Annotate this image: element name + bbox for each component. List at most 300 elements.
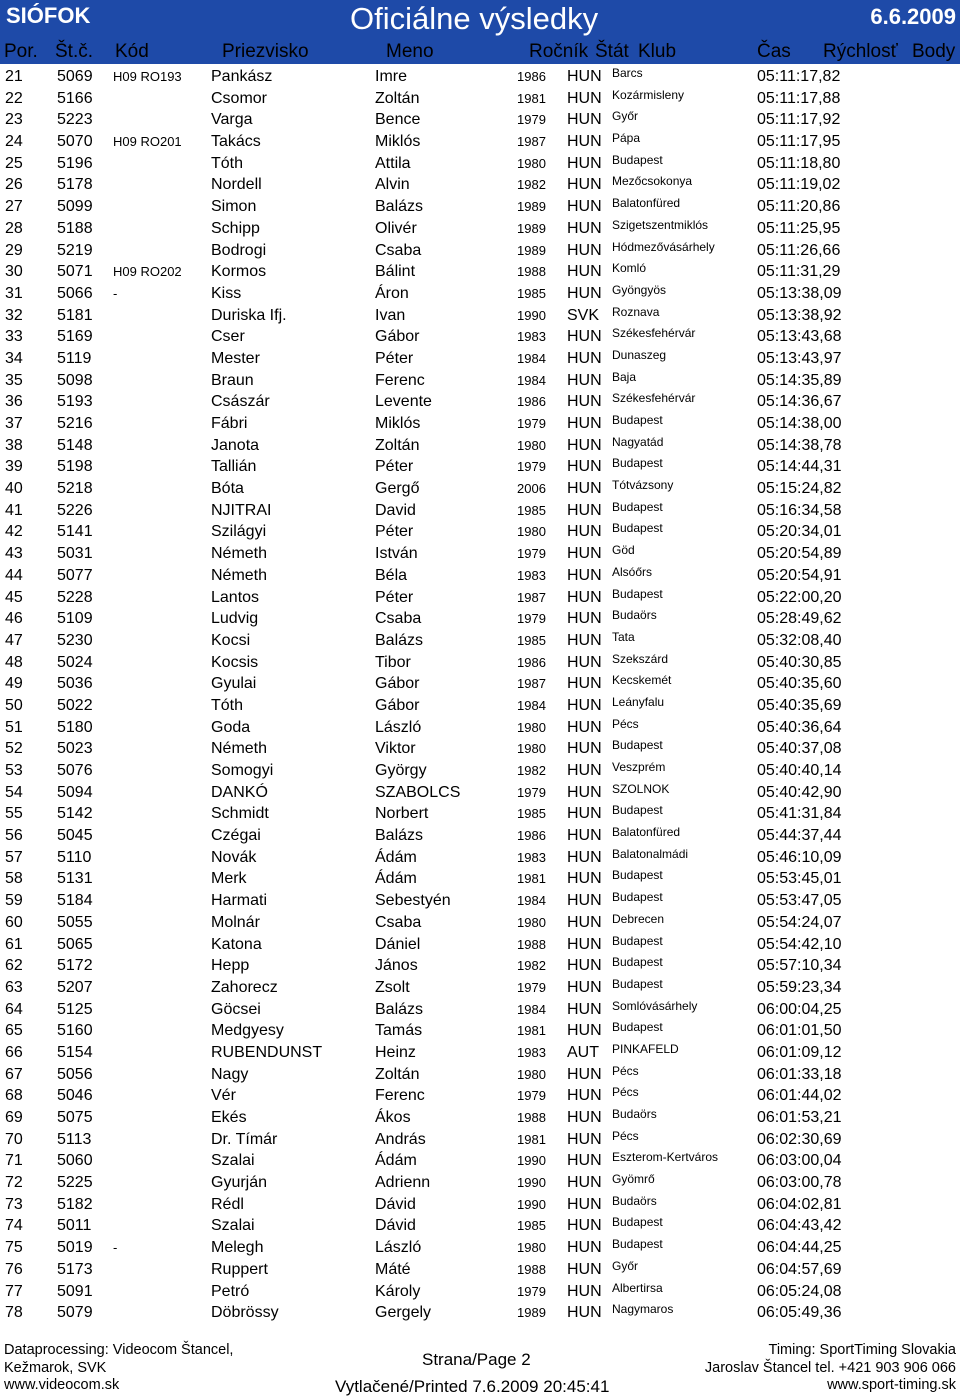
cell-start-number: 5228 [57,588,93,606]
cell-surname: Németh [211,740,268,758]
cell-time: 05:14:36,67 [757,393,842,411]
cell-time: 05:14:44,31 [757,458,842,476]
cell-first-name: Bence [375,111,421,129]
cell-year: 1985 [517,806,546,822]
cell-surname: Duriska Ifj. [211,306,287,324]
cell-year: 1980 [517,914,546,930]
cell-first-name: Áron [375,284,409,302]
cell-year: 1981 [517,90,546,106]
cell-position: 73 [5,1195,23,1213]
cell-start-number: 5075 [57,1109,93,1126]
cell-position: 26 [5,176,23,194]
cell-time: 05:15:24,82 [757,480,842,498]
cell-surname: Szalai [211,1152,255,1170]
cell-first-name: Ádám [375,1152,417,1170]
cell-start-number: 5091 [57,1282,93,1300]
cell-start-number: 5172 [57,957,93,975]
cell-club: Göd [612,543,635,558]
cell-time: 05:22:00,20 [757,588,842,606]
cell-surname: Kormos [211,263,267,281]
results-table [0,66,960,1324]
col-state: Štát [595,41,629,62]
cell-time: 05:53:47,05 [757,892,842,910]
cell-year: 1986 [517,69,546,84]
cell-year: 1988 [517,1110,546,1125]
cell-first-name: Balázs [375,631,424,649]
cell-start-number: 5023 [57,740,93,758]
col-time: Čas [757,41,791,62]
cell-start-number: 5056 [57,1065,93,1083]
cell-start-number: 5024 [57,653,93,671]
cell-state: AUT [567,1043,599,1061]
cell-position: 70 [5,1130,23,1148]
cell-year: 1986 [517,654,546,670]
cell-position: 58 [5,870,23,888]
cell-surname: Göcsei [211,1000,261,1018]
table-row [0,695,960,717]
cell-state: HUN [567,1130,602,1148]
cell-state: HUN [567,805,602,823]
cell-position: 46 [5,610,23,628]
table-row [0,847,960,869]
cell-time: 05:11:18,80 [757,154,841,172]
cell-first-name: Zoltán [375,436,420,454]
col-por: Por. [4,41,38,62]
cell-state: HUN [567,978,602,996]
cell-first-name: Zsolt [375,978,410,996]
cell-state: HUN [567,1152,602,1170]
cell-position: 63 [5,978,23,996]
cell-year: 1987 [517,676,546,692]
cell-surname: Hepp [211,957,250,975]
cell-first-name: Ádám [375,870,417,888]
cell-position: 54 [5,783,23,801]
cell-surname: Szalai [211,1217,255,1235]
cell-first-name: Károly [375,1282,421,1300]
col-points: Body [912,41,956,62]
cell-club: Mezőcsokonya [612,174,693,189]
cell-state: HUN [567,1174,602,1192]
cell-state: HUN [567,1260,602,1278]
cell-year: 1983 [517,1044,546,1060]
cell-year: 1989 [517,1305,546,1321]
cell-club: Budaörs [612,608,657,623]
cell-state: HUN [567,241,602,259]
cell-club: Budapest [612,976,663,991]
event-city: SIÓFOK [6,3,91,28]
cell-position: 31 [5,284,23,302]
cell-state: HUN [567,1000,602,1018]
cell-state: HUN [567,198,602,216]
cell-surname: Cser [211,328,245,346]
cell-surname: Braun [211,371,254,389]
table-row [0,240,960,262]
cell-state: HUN [567,89,602,107]
cell-state: SVK [567,306,600,324]
cell-club: Nagyatád [612,434,664,449]
cell-club: Kozármisleny [612,87,685,102]
page-title: Oficiálne výsledky [350,1,599,36]
cell-state: HUN [567,284,602,302]
cell-start-number: 5216 [57,415,93,432]
cell-club: Gyöngyös [612,282,667,297]
cell-first-name: SZABOLCS [375,783,461,801]
cell-position: 78 [5,1304,23,1322]
cell-state: HUN [567,892,602,910]
cell-surname: RUBENDUNST [211,1043,323,1061]
cell-time: 05:13:43,68 [757,328,842,346]
cell-start-number: 5110 [57,848,92,866]
cell-position: 38 [5,436,23,454]
cell-year: 1989 [517,199,546,215]
table-row [0,305,960,327]
cell-club: Komló [612,261,647,276]
cell-club: Budaörs [612,1107,657,1121]
cell-club: Pécs [612,1063,639,1078]
cell-state: HUN [567,653,602,671]
cell-position: 50 [5,696,23,714]
cell-surname: Kocsis [211,653,259,671]
cell-start-number: 5046 [57,1087,93,1105]
cell-time: 05:14:38,00 [757,415,842,432]
cell-time: 05:40:35,69 [757,696,842,714]
cell-state: HUN [567,1304,602,1322]
cell-first-name: Péter [375,349,414,367]
cell-year: 1979 [517,546,546,562]
cell-position: 48 [5,653,23,671]
cell-year: 1981 [517,1131,546,1147]
cell-time: 05:44:37,44 [757,827,842,845]
cell-start-number: 5196 [57,154,93,172]
cell-surname: Gyurján [211,1174,268,1192]
cell-club: Debrecen [612,911,665,926]
cell-state: HUN [567,718,602,736]
cell-surname: Merk [211,870,247,888]
cell-position: 77 [5,1282,23,1300]
cell-surname: Petró [211,1282,250,1300]
cell-start-number: 5022 [57,696,93,714]
cell-surname: Zahorecz [211,978,278,996]
cell-state: HUN [567,1087,602,1105]
col-surname: Priezvisko [222,41,309,62]
cell-time: 06:01:53,21 [757,1109,842,1126]
cell-time: 06:03:00,04 [757,1152,842,1170]
cell-start-number: 5198 [57,458,93,476]
table-row [0,131,960,153]
cell-time: 06:05:49,36 [757,1304,842,1322]
table-row [0,1064,960,1086]
cell-club: Balatonfüred [612,196,681,211]
cell-start-number: 5207 [57,978,93,996]
cell-time: 05:20:34,01 [757,523,842,541]
cell-year: 1980 [517,155,546,171]
cell-position: 43 [5,545,23,563]
cell-year: 1980 [517,1240,546,1256]
cell-surname: Nagy [211,1065,249,1083]
cell-first-name: Tamás [375,1022,423,1040]
cell-start-number: 5060 [57,1152,93,1170]
cell-year: 1986 [517,828,546,844]
cell-time: 05:11:26,66 [757,241,841,259]
cell-surname: Gyulai [211,675,257,693]
cell-start-number: 5071 [57,263,93,281]
column-headers [0,41,960,64]
cell-state: HUN [567,827,602,845]
cell-position: 72 [5,1174,23,1192]
cell-club: Baja [612,369,637,384]
table-row [0,500,960,522]
cell-state: HUN [567,848,602,866]
cell-state: HUN [567,1217,602,1235]
cell-position: 66 [5,1043,23,1061]
cell-start-number: 5069 [57,68,93,85]
cell-first-name: Ferenc [375,1087,425,1105]
footer-dataprocessing: Dataprocessing: Videocom Štancel, [4,1342,234,1358]
cell-surname: Tóth [211,154,244,172]
cell-club: Eszterom-Kertváros [612,1150,719,1165]
cell-first-name: Dávid [375,1195,416,1213]
cell-state: HUN [567,328,602,346]
cell-state: HUN [567,783,602,801]
cell-time: 05:40:42,90 [757,783,842,801]
cell-first-name: Balázs [375,827,424,845]
cell-club: Roznava [612,304,660,319]
cell-start-number: 5181 [57,306,93,324]
cell-year: 1979 [517,979,546,995]
cell-state: HUN [567,1109,602,1126]
cell-first-name: David [375,501,416,519]
footer-timing: Timing: SportTiming Slovakia [768,1342,956,1358]
cell-year: 1980 [517,1066,546,1082]
cell-start-number: 5218 [57,480,93,498]
cell-first-name: Gábor [375,328,420,346]
cell-surname: Pankász [211,68,273,85]
cell-first-name: András [375,1130,426,1148]
cell-club: Budapest [612,456,663,471]
cell-position: 30 [5,263,23,281]
cell-time: 05:40:37,08 [757,740,842,758]
cell-surname: Kocsi [211,631,251,649]
cell-club: Pécs [612,1128,639,1143]
cell-surname: Goda [211,718,251,736]
cell-start-number: 5166 [57,89,93,107]
cell-year: 1980 [517,524,546,540]
cell-first-name: Csaba [375,610,422,628]
cell-start-number: 5148 [57,436,93,454]
table-row [0,825,960,847]
cell-time: 06:02:30,69 [757,1130,842,1148]
cell-position: 56 [5,827,23,845]
cell-first-name: Alvin [375,176,410,194]
cell-start-number: 5076 [57,762,93,779]
cell-time: 06:01:09,12 [757,1043,842,1061]
cell-surname: Csomor [211,89,268,107]
cell-state: HUN [567,1022,602,1040]
cell-surname: Somogyi [211,762,274,779]
cell-state: HUN [567,1065,602,1083]
table-row [0,955,960,977]
cell-position: 45 [5,588,23,606]
cell-position: 61 [5,935,23,953]
cell-position: 68 [5,1087,23,1105]
cell-year: 1984 [517,350,546,366]
cell-club: Nagymaros [612,1302,674,1317]
cell-start-number: 5184 [57,892,93,910]
cell-code: H09 RO193 [113,69,182,84]
cell-year: 1989 [517,220,546,236]
cell-year: 1980 [517,741,546,757]
col-st: Št.č. [55,41,94,62]
footer-website-left: www.videocom.sk [4,1377,120,1393]
cell-surname: Novák [211,848,257,866]
page-footer [0,1340,960,1398]
cell-club: Budapest [612,521,663,536]
cell-position: 51 [5,718,23,736]
cell-first-name: Ferenc [375,371,425,389]
footer-location: Kežmarok, SVK [4,1360,107,1376]
cell-first-name: Ivan [375,306,406,324]
cell-club: Tótvázsony [612,478,674,493]
cell-club: Budapest [612,499,663,514]
cell-club: Pápa [612,131,641,146]
cell-start-number: 5223 [57,111,93,129]
cell-state: HUN [567,675,602,693]
cell-club: Albertirsa [612,1280,663,1295]
table-row [0,630,960,652]
cell-time: 05:20:54,89 [757,545,842,563]
table-row [0,1281,960,1303]
table-row [0,326,960,348]
cell-start-number: 5031 [57,545,93,563]
cell-position: 37 [5,415,23,432]
cell-year: 1979 [517,1283,546,1299]
cell-start-number: 5160 [57,1022,93,1040]
cell-state: HUN [567,762,602,779]
cell-club: Dunaszeg [612,347,667,362]
cell-state: HUN [567,1282,602,1300]
cell-year: 1985 [517,632,546,648]
cell-surname: Harmati [211,892,268,910]
cell-time: 05:16:34,58 [757,501,842,519]
cell-time: 05:13:38,09 [757,284,842,302]
cell-state: HUN [567,154,602,172]
cell-year: 1982 [517,177,546,193]
cell-surname: Németh [211,545,268,563]
cell-position: 49 [5,675,23,693]
cell-state: HUN [567,480,602,498]
cell-state: HUN [567,1239,602,1257]
cell-year: 1987 [517,589,546,605]
cell-surname: Császár [211,393,270,411]
cell-year: 1989 [517,242,546,258]
cell-surname: Bodrogi [211,241,267,259]
cell-surname: Tallián [211,458,257,476]
cell-start-number: 5173 [57,1260,93,1278]
cell-start-number: 5066 [57,284,93,302]
cell-start-number: 5077 [57,566,93,584]
cell-position: 41 [5,501,23,519]
cell-surname: Vér [211,1087,236,1105]
table-row [0,456,960,478]
cell-club: Székesfehérvár [612,391,696,406]
cell-club: Budapest [612,1215,663,1230]
cell-club: PINKAFELD [612,1041,679,1056]
cell-time: 05:11:25,95 [757,219,841,237]
cell-time: 05:46:10,09 [757,848,842,866]
cell-state: HUN [567,176,602,194]
table-row [0,912,960,934]
table-row [0,652,960,674]
cell-state: HUN [567,436,602,454]
cell-time: 06:03:00,78 [757,1174,842,1192]
cell-surname: Takács [211,133,261,151]
cell-state: HUN [567,913,602,931]
cell-time: 05:57:10,34 [757,957,842,975]
table-row [0,587,960,609]
cell-state: HUN [567,349,602,367]
cell-position: 75 [5,1239,23,1257]
cell-state: HUN [567,566,602,584]
cell-time: 05:40:36,64 [757,718,842,736]
cell-first-name: György [375,762,427,779]
cell-position: 47 [5,631,23,649]
cell-state: HUN [567,957,602,975]
cell-state: HUN [567,393,602,411]
cell-year: 1981 [517,871,546,887]
cell-club: Kecskemét [612,673,672,688]
cell-surname: Kiss [211,284,242,302]
table-row [0,348,960,370]
table-row [0,717,960,739]
cell-state: HUN [567,263,602,281]
cell-club: Tata [612,629,635,644]
cell-club: Budapest [612,152,663,167]
cell-time: 06:04:02,81 [757,1195,842,1213]
table-row [0,1129,960,1151]
cell-time: 05:40:30,85 [757,653,842,671]
cell-club: Barcs [612,66,643,80]
cell-surname: Lantos [211,588,260,606]
cell-position: 36 [5,393,23,411]
cell-year: 1983 [517,567,546,583]
cell-surname: NJITRAI [211,501,272,519]
cell-club: Budapest [612,933,663,948]
cell-first-name: Adrienn [375,1174,431,1192]
table-row [0,196,960,218]
cell-surname: Döbrössy [211,1304,279,1322]
cell-start-number: 5055 [57,913,93,931]
cell-year: 2006 [517,481,546,497]
table-row [0,413,960,435]
cell-surname: Tóth [211,696,244,714]
cell-time: 05:40:40,14 [757,762,842,779]
table-row [0,174,960,196]
cell-position: 62 [5,957,23,975]
cell-first-name: Zoltán [375,1065,420,1083]
table-row [0,261,960,283]
cell-first-name: Gábor [375,696,420,714]
cell-surname: Medgyesy [211,1022,284,1040]
cell-year: 1985 [517,502,546,518]
cell-state: HUN [567,458,602,476]
cell-surname: Mester [211,349,260,367]
cell-year: 1983 [517,849,546,865]
cell-club: Budapest [612,413,663,427]
cell-year: 1987 [517,134,546,150]
cell-first-name: Csaba [375,241,422,259]
cell-first-name: Gábor [375,675,420,693]
cell-surname: Bóta [211,480,244,498]
